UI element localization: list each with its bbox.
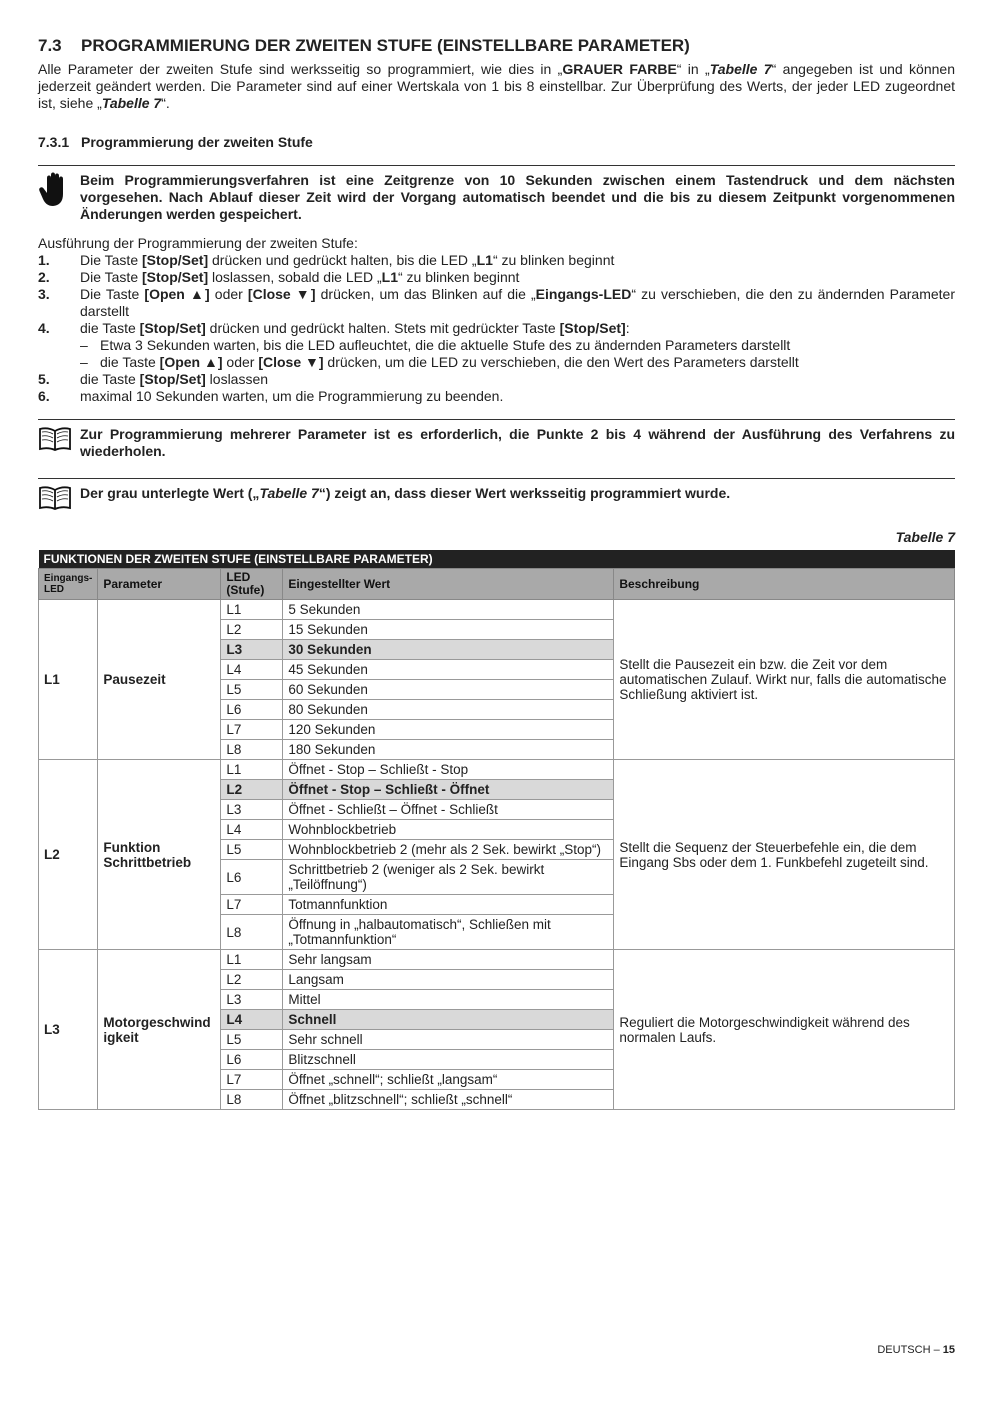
level-cell: L3: [221, 990, 283, 1010]
info-note-1: [38, 419, 955, 460]
level-cell: L2: [221, 780, 283, 800]
led-label: L1: [476, 252, 493, 268]
step-4-sub-1: [38, 337, 955, 354]
level-cell: L8: [221, 740, 283, 760]
section-number: 7.3: [38, 36, 62, 55]
level-cell: L5: [221, 840, 283, 860]
step-text-part: :: [625, 320, 630, 336]
led-label: L1: [381, 269, 398, 285]
step-2: [38, 269, 955, 286]
level-cell: L3: [221, 800, 283, 820]
value-cell: 15 Sekunden: [283, 620, 614, 640]
hand-stop-icon: [38, 172, 80, 212]
table-title: FUNKTIONEN DER ZWEITEN STUFE (EINSTELLBARE PARAMETER): [39, 550, 955, 569]
col-header-input-led: Eingangs-LED: [39, 569, 98, 600]
value-cell: Totmannfunktion: [283, 895, 614, 915]
procedure-intro: Ausführung der Programmierung der zweiten Stufe:: [38, 235, 358, 251]
intro-text: “ in „: [676, 61, 710, 77]
input-led-cell: L3: [39, 950, 98, 1110]
level-cell: L4: [221, 820, 283, 840]
value-cell: Wohnblockbetrieb 2 (mehr als 2 Sek. bewirkt „Stop“): [283, 840, 614, 860]
step-number: 4.: [38, 320, 50, 336]
level-cell: L1: [221, 600, 283, 620]
input-led-cell: L1: [39, 600, 98, 760]
section-title: PROGRAMMIERUNG DER ZWEITEN STUFE (EINSTELLBARE PARAMETER): [81, 36, 690, 55]
step-text-part: die Taste: [100, 354, 160, 370]
table-reference: Tabelle 7: [709, 61, 772, 77]
step-text: [80, 371, 955, 388]
description-cell: Reguliert die Motorgeschwindigkeit während des normalen Laufs.: [614, 950, 955, 1110]
key-label: [Open ▲]: [144, 286, 210, 302]
value-cell: Öffnet - Stop – Schließt - Stop: [283, 760, 614, 780]
step-6: [38, 388, 955, 405]
subsection-title: Programmierung der zweiten Stufe: [81, 134, 313, 150]
step-text-part: “ zu blinken beginnt: [492, 252, 615, 268]
table-reference: Tabelle 7: [259, 485, 319, 501]
value-cell: Wohnblockbetrieb: [283, 820, 614, 840]
intro-emphasis: GRAUER FARBE: [562, 61, 677, 77]
table-row: [39, 600, 955, 620]
description-cell: Stellt die Sequenz der Steuerbefehle ein, die dem Eingang Sbs oder dem 1. Funkbefehl zugeteilt sind.: [614, 760, 955, 950]
key-label: [Close ▼]: [258, 354, 324, 370]
step-text-part: Die Taste: [80, 252, 142, 268]
level-cell: L7: [221, 1070, 283, 1090]
step-text-part: Die Taste: [80, 286, 145, 302]
col-header-parameter: Parameter: [98, 569, 221, 600]
subsection-number: 7.3.1: [38, 134, 70, 150]
level-cell: L7: [221, 895, 283, 915]
info-note-text: Zur Programmierung mehrerer Parameter ist es erforderlich, die Punkte 2 bis 4 während der Ausführung des Verfahrens zu wiederholen.: [80, 426, 955, 459]
value-cell: Öffnet „schnell“; schließt „langsam“: [283, 1070, 614, 1090]
value-cell: Sehr schnell: [283, 1030, 614, 1050]
step-text-part: loslassen: [205, 371, 269, 387]
intro-text: “ angegeben ist und können jederzeit geändert werden. Die Parameter sind auf einer Wertskala von 1 bis 8 einstellbar. Zur Überprüfung des Werts, der jeder LED zugeordnet ist, siehe „: [38, 61, 955, 111]
step-text-part: “ zu blinken beginnt: [398, 269, 520, 285]
table-caption: Tabelle 7: [895, 529, 955, 545]
level-cell: L4: [221, 660, 283, 680]
step-text: [80, 252, 955, 269]
value-cell: Öffnung in „halbautomatisch“, Schließen mit „Totmannfunktion“: [283, 915, 614, 950]
level-cell: L8: [221, 1090, 283, 1110]
key-label: [Open ▲]: [159, 354, 223, 370]
table-body: [39, 600, 955, 1110]
table-row: [39, 760, 955, 780]
subsection-heading: [38, 134, 955, 151]
value-cell: Schnell: [283, 1010, 614, 1030]
key-label: [Stop/Set]: [139, 320, 206, 336]
level-cell: L5: [221, 1030, 283, 1050]
step-text-part: oder: [222, 354, 259, 370]
warning-note: [38, 165, 955, 223]
step-number: 1.: [38, 252, 50, 268]
value-cell: Langsam: [283, 970, 614, 990]
description-cell: Stellt die Pausezeit ein bzw. die Zeit vor dem automatischen Zulauf. Wirkt nur, falls die automatische Schließung aktiviert ist.: [614, 600, 955, 760]
step-3: [38, 286, 955, 320]
page-content: [38, 36, 955, 1110]
intro-text: Alle Parameter der zweiten Stufe sind werksseitig so programmiert, wie dies in „: [38, 61, 563, 77]
key-label: [Stop/Set]: [139, 371, 206, 387]
led-label: Eingangs-LED: [535, 286, 632, 302]
step-4: [38, 320, 955, 337]
step-4-sub-2: [38, 354, 955, 371]
step-text-part: drücken und gedrückt halten, bis die LED „: [208, 252, 477, 268]
open-book-icon: [38, 485, 80, 515]
level-cell: L2: [221, 970, 283, 990]
step-number: 5.: [38, 371, 50, 387]
level-cell: L3: [221, 640, 283, 660]
col-header-description: Beschreibung: [614, 569, 955, 600]
key-label: [Stop/Set]: [142, 269, 209, 285]
step-text-part: loslassen, sobald die LED „: [208, 269, 382, 285]
section-intro: [38, 61, 955, 112]
step-text-part: drücken und gedrückt halten. Stets mit gedrückter Taste: [205, 320, 560, 336]
step-text-part: “ zu verschieben, die den zu ändernden Parameter darstellt: [80, 286, 955, 319]
value-cell: Blitzschnell: [283, 1050, 614, 1070]
level-cell: L6: [221, 1050, 283, 1070]
footer-language: DEUTSCH –: [877, 1344, 943, 1356]
table-row: [39, 950, 955, 970]
section-heading: [38, 36, 955, 56]
step-1: [38, 252, 955, 269]
key-label: [Stop/Set]: [142, 252, 209, 268]
step-5: [38, 371, 955, 388]
step-text-part: die Taste: [80, 320, 140, 336]
level-cell: L6: [221, 700, 283, 720]
value-cell: Mittel: [283, 990, 614, 1010]
value-cell: 120 Sekunden: [283, 720, 614, 740]
intro-text: “.: [161, 95, 170, 111]
value-cell: Schrittbetrieb 2 (weniger als 2 Sek. bewirkt „Teilöffnung“): [283, 860, 614, 895]
step-text-part: oder: [209, 286, 248, 302]
note-text-part: Der grau unterlegte Wert („: [80, 485, 260, 501]
parameter-cell: Funktion Schrittbetrieb: [98, 760, 221, 950]
col-header-led: LED (Stufe): [221, 569, 283, 600]
note-text-part: “) zeigt an, dass dieser Wert werksseitig programmiert wurde.: [318, 485, 731, 501]
level-cell: L5: [221, 680, 283, 700]
value-cell: 30 Sekunden: [283, 640, 614, 660]
step-text: [80, 320, 955, 337]
page-footer: [877, 1342, 955, 1359]
value-cell: Öffnet - Schließt – Öffnet - Schließt: [283, 800, 614, 820]
key-label: [Stop/Set]: [559, 320, 626, 336]
value-cell: Sehr langsam: [283, 950, 614, 970]
level-cell: L8: [221, 915, 283, 950]
level-cell: L7: [221, 720, 283, 740]
table-reference: Tabelle 7: [101, 95, 162, 111]
col-header-value: Eingestellter Wert: [283, 569, 614, 600]
warning-text: Beim Programmierungsverfahren ist eine Zeitgrenze von 10 Sekunden zwischen einem Tastendruck und dem nächsten vorgesehen. Nach Ablauf dieser Zeit wird der Vorgang automatisch beendet und die bis zu diesem Zeitpunkt vorgenommenen Änderungen werden gespeichert.: [80, 172, 955, 222]
level-cell: L1: [221, 760, 283, 780]
parameter-cell: Pausezeit: [98, 600, 221, 760]
info-note-text: [80, 485, 955, 502]
sub-dash: –: [80, 354, 88, 370]
value-cell: Öffnet - Stop – Schließt - Öffnet: [283, 780, 614, 800]
step-text-part: drücken, um das Blinken auf die „: [315, 286, 536, 302]
level-cell: L6: [221, 860, 283, 895]
value-cell: 180 Sekunden: [283, 740, 614, 760]
step-text: [80, 269, 955, 286]
value-cell: 5 Sekunden: [283, 600, 614, 620]
input-led-cell: L2: [39, 760, 98, 950]
table-header-row: [39, 569, 955, 600]
key-label: [Close ▼]: [247, 286, 316, 302]
step-text-part: drücken, um die LED zu verschieben, die den Wert des Parameters darstellt: [323, 354, 799, 370]
sub-dash: –: [80, 337, 88, 353]
sub-step-text: Etwa 3 Sekunden warten, bis die LED aufleuchtet, die die aktuelle Stufe des zu ändernden Parameters darstellt: [100, 337, 791, 353]
page-number: 15: [942, 1344, 955, 1356]
step-number: 2.: [38, 269, 50, 285]
value-cell: 80 Sekunden: [283, 700, 614, 720]
step-text: [80, 286, 955, 320]
value-cell: Öffnet „blitzschnell“; schließt „schnell“: [283, 1090, 614, 1110]
info-note-2: [38, 478, 955, 515]
step-text-part: die Taste: [80, 371, 140, 387]
open-book-icon: [38, 426, 80, 456]
parameter-cell: Motorgeschwind igkeit: [98, 950, 221, 1110]
level-cell: L1: [221, 950, 283, 970]
step-number: 3.: [38, 286, 50, 302]
parameters-table: [38, 550, 955, 1110]
level-cell: L2: [221, 620, 283, 640]
level-cell: L4: [221, 1010, 283, 1030]
value-cell: 45 Sekunden: [283, 660, 614, 680]
step-text-part: Die Taste: [80, 269, 142, 285]
value-cell: 60 Sekunden: [283, 680, 614, 700]
step-text: maximal 10 Sekunden warten, um die Programmierung zu beenden.: [80, 388, 504, 404]
sub-step-text: [100, 354, 799, 371]
step-number: 6.: [38, 388, 50, 404]
